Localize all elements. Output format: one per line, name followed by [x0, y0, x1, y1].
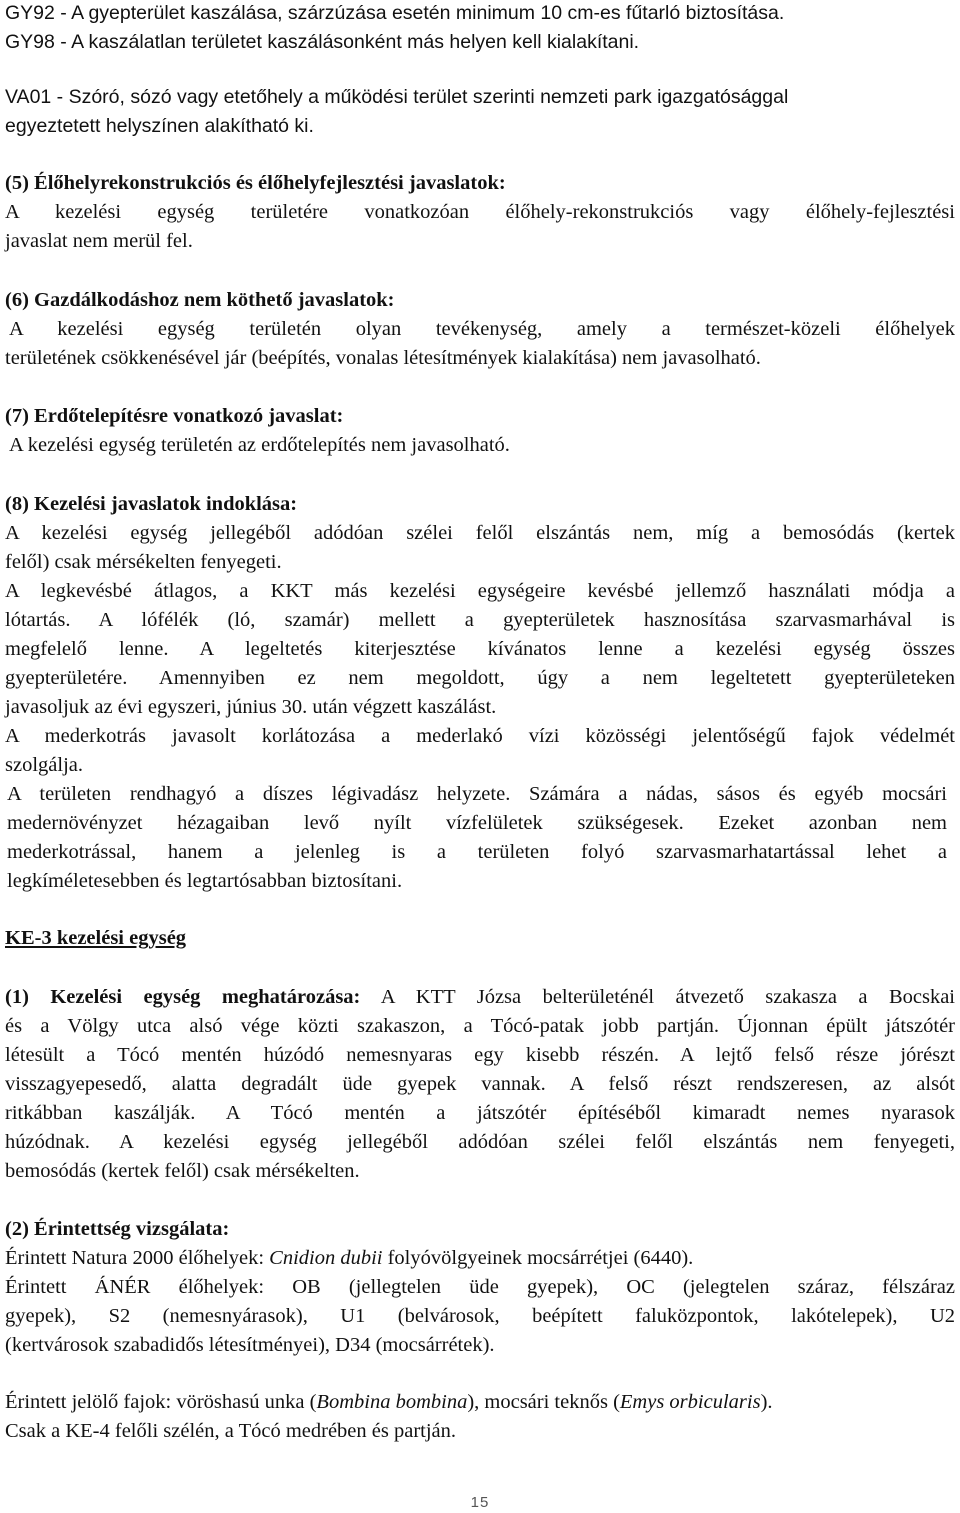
code-gy92: GY92 - A gyepterület kaszálása, szárzúzása esetén minimum 10 cm-es fűtarló biztosítása. — [5, 2, 785, 24]
ke3-section-1-line-7: bemosódás (kertek felől) csak mérsékelten. — [5, 1160, 360, 1182]
ke3-aner-line-2: gyepek), S2 (nemesnyárasok), U1 (belvárosok, beépített faluközpontok, lakótelepek), U2 — [5, 1305, 955, 1327]
ke3-species-bombina: Bombina bombina — [316, 1391, 468, 1413]
ke3-title-block — [5, 924, 955, 953]
ke3-natura-suffix: folyóvölgyeinek mocsárrétjei (6440). — [382, 1247, 694, 1269]
section-8-p3-line-2: szolgálja. — [5, 754, 83, 776]
code-va01-line-1: VA01 - Szóró, sózó vagy etetőhely a működési terület szerinti nemzeti park igazgatósággal — [5, 86, 789, 108]
ke3-aner-line-3: (kertvárosok szabadidős létesítményei), D34 (mocsárrétek). — [5, 1334, 495, 1356]
section-5-line-2: javaslat nem merül fel. — [5, 230, 193, 252]
section-6-line-2: területének csökkenésével jár (beépítés, vonalas létesítmények kialakítása) nem javasolható. — [5, 347, 761, 369]
ke3-natura-species: Cnidion dubii — [269, 1247, 383, 1269]
ke3-species — [5, 1388, 955, 1446]
ke3-section-1 — [5, 983, 955, 1186]
section-8-p1-line-2: felől) csak mérsékelten fenyegeti. — [5, 551, 282, 573]
code-list-gy — [5, 0, 955, 57]
ke3-natura-prefix: Érintett Natura 2000 élőhelyek: — [5, 1247, 270, 1269]
ke3-species-p1: Érintett jelölő fajok: vöröshasú unka ( — [5, 1391, 317, 1413]
ke3-species-line-2: Csak a KE-4 felőli szélén, a Tócó medrében és partján. — [5, 1420, 457, 1442]
section-6 — [5, 286, 955, 373]
ke3-section-1-line-5: ritkábban kaszálják. A Tócó mentén a játszótér építéséből kimaradt nemes nyarasok — [5, 1102, 955, 1124]
section-8-p4-line-2: medernövényzet hézagaiban levő nyílt vízfelületek szükségesek. Ezeket azonban nem — [7, 812, 947, 834]
section-8-p3-line-1: A mederkotrás javasolt korlátozása a mederlakó vízi közösségi jelentőségű fajok védelmét — [5, 725, 955, 747]
section-8-p2-line-4: gyepterületére. Amennyiben ez nem megoldott, úgy a nem legeltetett gyepterületeken — [5, 667, 955, 689]
code-gy98: GY98 - A kaszálatlan területet kaszálásonként más helyen kell kialakítani. — [5, 31, 640, 53]
section-7-text: A kezelési egység területén az erdőtelepítés nem javasolható. — [9, 434, 510, 456]
ke3-species-p2: ), mocsári teknős ( — [467, 1391, 620, 1413]
section-8-p4 — [7, 780, 947, 896]
section-8-p4-line-4: legkíméletesebben és legtartósabban biztosítani. — [7, 870, 403, 892]
section-7 — [5, 402, 955, 460]
section-8-heading: (8) Kezelési javaslatok indoklása: — [5, 493, 298, 515]
section-6-heading: (6) Gazdálkodáshoz nem köthető javaslatok: — [5, 289, 395, 311]
ke3-section-1-line-6: húzódnak. A kezelési egység jellegéből adódóan szélei felől elszántás nem fenyegeti, — [5, 1131, 955, 1153]
section-8-p1-line-1: A kezelési egység jellegéből adódóan szélei felől elszántás nem, míg a bemosódás (kertek — [5, 522, 955, 544]
section-8-p2-line-3: megfelelő lenne. A legeltetés kiterjesztése kívánatos lenne a kezelési egység összes — [5, 638, 955, 660]
section-7-heading: (7) Erdőtelepítésre vonatkozó javaslat: — [5, 405, 344, 427]
section-5 — [5, 169, 955, 256]
section-5-heading: (5) Élőhelyrekonstrukciós és élőhelyfejlesztési javaslatok: — [5, 172, 506, 194]
section-8-p2-line-1: A legkevésbé átlagos, a KKT más kezelési egységeire kevésbé jellemző használati módja a — [5, 580, 955, 602]
code-va01-line-2: egyeztetett helyszínen alakítható ki. — [5, 115, 314, 137]
section-8-p4-line-3: mederkotrással, hanem a jelenleg is a területen folyó szarvasmarhatartással lehet a — [7, 841, 947, 863]
section-8-p2-line-5: javasoljuk az évi egyszeri, június 30. után végzett kaszálást. — [5, 696, 497, 718]
section-8-p2-line-2: lótartás. A lófélék (ló, szamár) mellett a gyepterületek hasznosítása szarvasmarhával is — [5, 609, 955, 631]
ke3-section-2 — [5, 1215, 955, 1360]
ke3-species-p3: ). — [760, 1391, 773, 1413]
ke3-aner-line-1: Érintett ÁNÉR élőhelyek: OB (jellegtelen üde gyepek), OC (jelegtelen száraz, félszáraz — [5, 1276, 955, 1298]
ke3-section-1-line-1-text: A KTT Józsa belterületénél átvezető szakasza a Bocskai — [360, 986, 955, 1008]
ke3-species-line-1 — [5, 1388, 955, 1417]
ke3-title: KE-3 kezelési egység — [5, 927, 187, 949]
ke3-section-1-line-3: létesült a Tócó mentén húzódó nemesnyaras egy kisebb részén. A lejtő felső része jórészt — [5, 1044, 955, 1066]
ke3-natura-line — [5, 1244, 955, 1273]
ke3-section-1-line-4: visszagyepesedő, alatta degradált üde gyepek vannak. A felső részt rendszeresen, az alsót — [5, 1073, 955, 1095]
ke3-species-emys: Emys orbicularis — [619, 1391, 761, 1413]
ke3-section-1-line-1 — [5, 983, 955, 1012]
section-8 — [5, 490, 955, 780]
code-va01 — [5, 83, 955, 141]
ke3-section-1-heading: (1) Kezelési egység meghatározása: — [5, 986, 361, 1008]
section-6-line-1: A kezelési egység területén olyan tevékenység, amely a természet-közeli élőhelyek — [9, 318, 955, 340]
page-number: 15 — [470, 1494, 490, 1511]
ke3-section-2-heading: (2) Érintettség vizsgálata: — [5, 1218, 230, 1240]
section-8-p4-line-1: A területen rendhagyó a díszes légivadász helyzete. Számára a nádas, sásos és egyéb mocsári — [7, 783, 947, 805]
section-5-line-1: A kezelési egység területére vonatkozóan élőhely-rekonstrukciós vagy élőhely-fejlesztési — [5, 201, 955, 223]
ke3-section-1-line-2: és a Völgy utca alsó vége közti szakaszon, a Tócó-patak jobb partján. Újonnan épült játszótér — [5, 1015, 955, 1037]
